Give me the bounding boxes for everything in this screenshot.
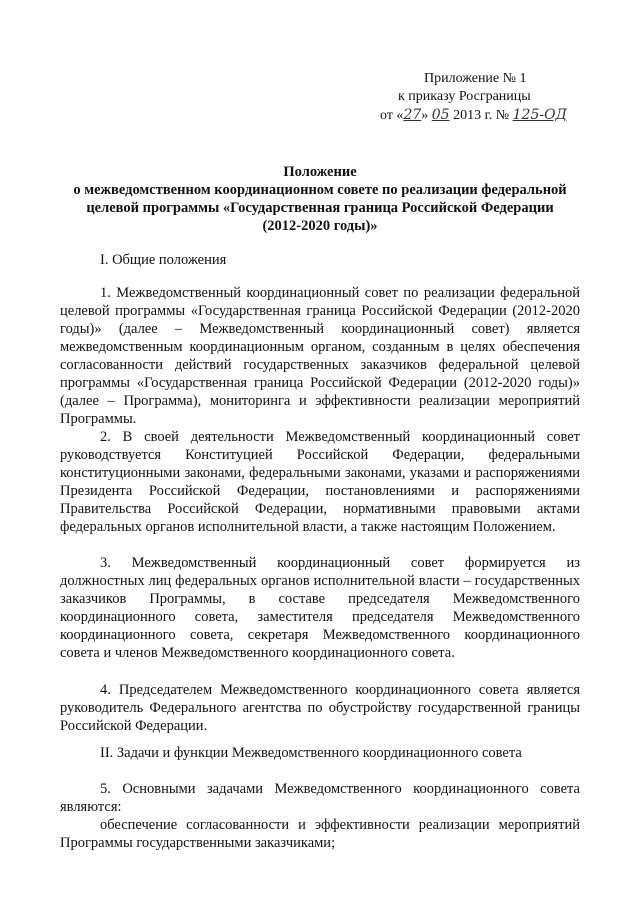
paragraph-2: 2. В своей деятельности Межведомственный координационный совет руководствуется Конституцией Российской Федерации, федеральными конституционными законами, федеральными законами, указами и распоряжениями Президента Российской Федерации, постановлениями и распоряжениями Правительства Российской Федерации, нормативными правовыми актами федеральных органов исполнительной власти, а также настоящим Положением. [60, 429, 580, 535]
title-line-3: целевой программы «Государственная граница Российской Федерации [86, 200, 554, 216]
document-title [60, 163, 580, 235]
date-prefix: от « [380, 108, 404, 123]
handwritten-order-number: 125-ОД [512, 107, 567, 123]
title-line-4: (2012-2020 годы)» [262, 218, 378, 234]
appendix-number: Приложение № 1 [424, 71, 527, 86]
section-heading-2: II. Задачи и функции Межведомственного координационного совета [100, 745, 522, 761]
paragraph-6: обеспечение согласованности и эффективности реализации мероприятий Программы государственными заказчиками; [60, 817, 580, 851]
paragraph-3: 3. Межведомственный координационный совет формируется из должностных лиц федеральных органов исполнительной власти – государственных заказчиков Программы, в составе председателя Межведомственного координационного совета, заместителя председателя Межведомственного координационного совета, секретаря Межведомственного координационного совета и членов Межведомственного координационного совета. [60, 555, 580, 661]
appendix-order-ref: к приказу Росграницы [398, 89, 531, 104]
year-text: 2013 г. № [453, 108, 510, 123]
appendix-header [380, 70, 600, 125]
section-heading-1: I. Общие положения [100, 252, 227, 268]
title-line-2: о межведомственном координационном совете по реализации федеральной [73, 182, 567, 198]
handwritten-month: 05 [431, 107, 450, 123]
date-mid: » [421, 108, 429, 123]
paragraph-5: 5. Основными задачами Межведомственного координационного совета являются: [60, 781, 580, 815]
title-line-1: Положение [283, 164, 357, 180]
handwritten-day: 27 [403, 107, 422, 123]
paragraph-4: 4. Председателем Межведомственного координационного совета является руководитель Федерального агентства по обустройству государственной границы Российской Федерации. [60, 682, 580, 734]
paragraph-1: 1. Межведомственный координационный совет по реализации федеральной целевой программы «Государственная граница Российской Федерации (2012-2020 годы)» (далее – Межведомственный координационный совет) является межведомственным координационным органом, созданным в целях обеспечения согласованности действий государственных заказчиков федеральной целевой программы «Государственная граница Российской Федерации (2012-2020 годы)» (далее – Программа), мониторинга и эффективности реализации мероприятий Программы. [60, 285, 580, 427]
appendix-date-line [380, 106, 600, 125]
